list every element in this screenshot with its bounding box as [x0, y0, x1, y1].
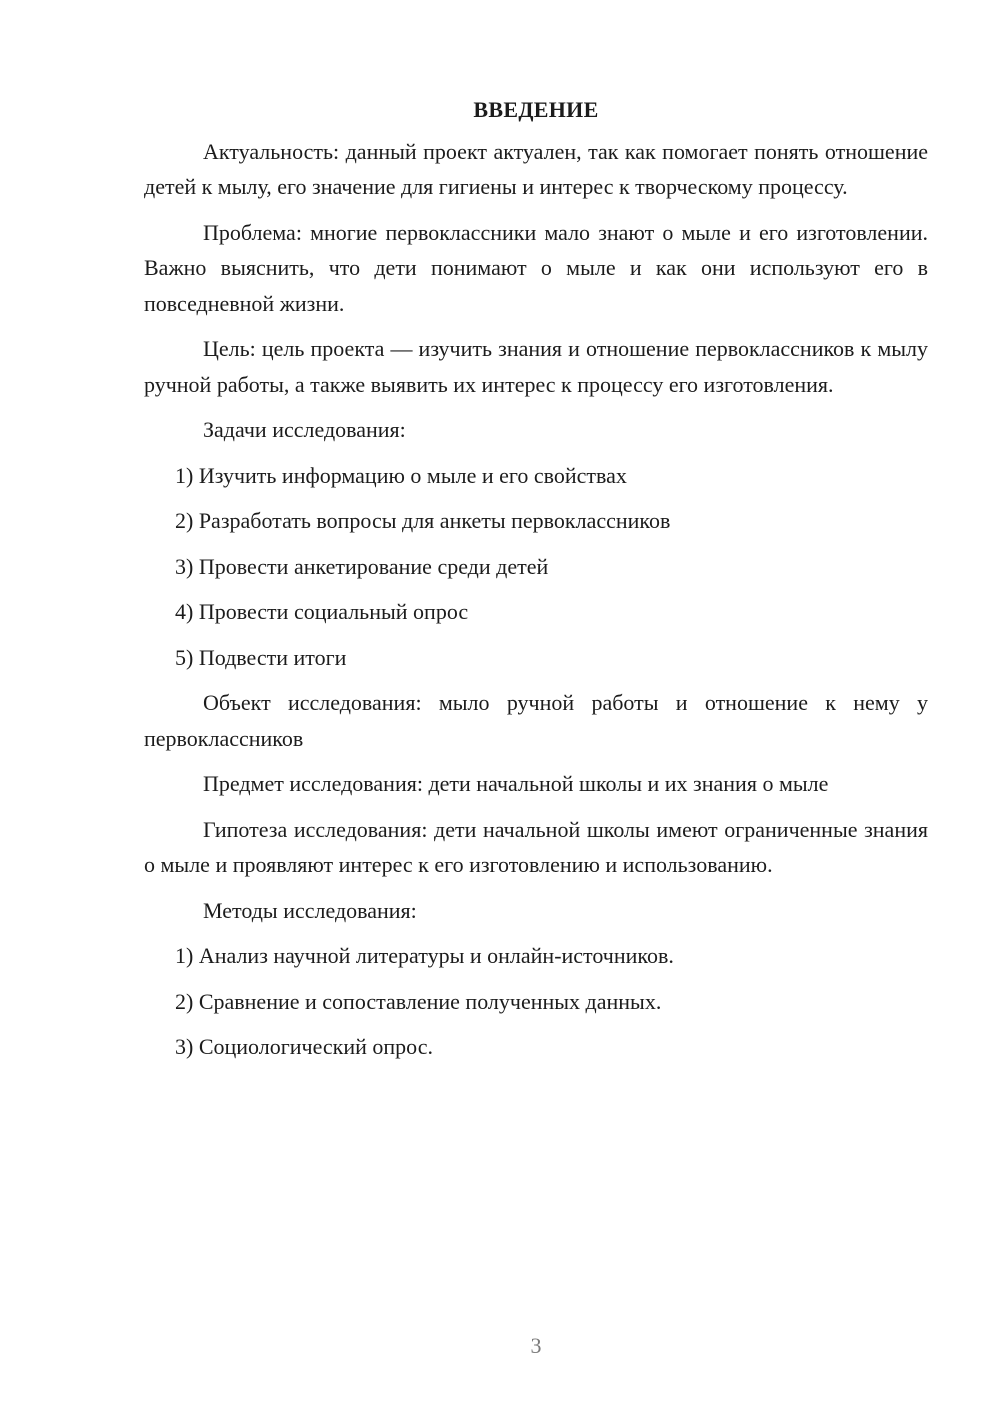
hypothesis-paragraph: Гипотеза исследования: дети начальной школы имеют ограниченные знания о мыле и проявляют интерес к его изготовлению и использованию. — [144, 816, 928, 877]
subject-paragraph: Предмет исследования: дети начальной школы и их знания о мыле — [203, 771, 829, 796]
task-item: 3) Провести анкетирование среди детей — [175, 553, 549, 579]
task-item: 1) Изучить информацию о мыле и его свойствах — [175, 462, 627, 488]
relevance-paragraph: Актуальность: данный проект актуален, так как помогает понять отношение детей к мылу, его значение для гигиены и интерес к творческому процессу. — [144, 138, 928, 199]
task-item: 4) Провести социальный опрос — [175, 599, 469, 624]
tasks-heading: Задачи исследования: — [203, 417, 406, 442]
task-item: 2) Разработать вопросы для анкеты первоклассников — [175, 508, 671, 533]
method-item: 2) Сравнение и сопоставление полученных данных. — [175, 988, 662, 1014]
tasks-list — [144, 458, 928, 676]
method-item: 1) Анализ научной литературы и онлайн-источников. — [175, 943, 674, 968]
goal-paragraph: Цель: цель проекта — изучить знания и отношение первоклассников к мылу ручной работы, а также выявить их интерес к процессу его изготовления. — [144, 336, 928, 397]
methods-list — [144, 938, 928, 1065]
task-item: 5) Подвести итоги — [175, 644, 347, 670]
problem-paragraph: Проблема: многие первоклассники мало знают о мыле и его изготовлении. Важно выяснить, что дети понимают о мыле и как они используют его в повседневной жизни. — [144, 219, 928, 316]
page-number: 3 — [530, 1333, 542, 1358]
method-item: 3) Социологический опрос. — [175, 1034, 433, 1059]
page-title: ВВЕДЕНИЕ — [473, 97, 599, 122]
object-paragraph: Объект исследования: мыло ручной работы и отношение к нему у первоклассников — [144, 690, 928, 751]
methods-heading: Методы исследования: — [203, 897, 417, 923]
document-page — [144, 92, 928, 1075]
